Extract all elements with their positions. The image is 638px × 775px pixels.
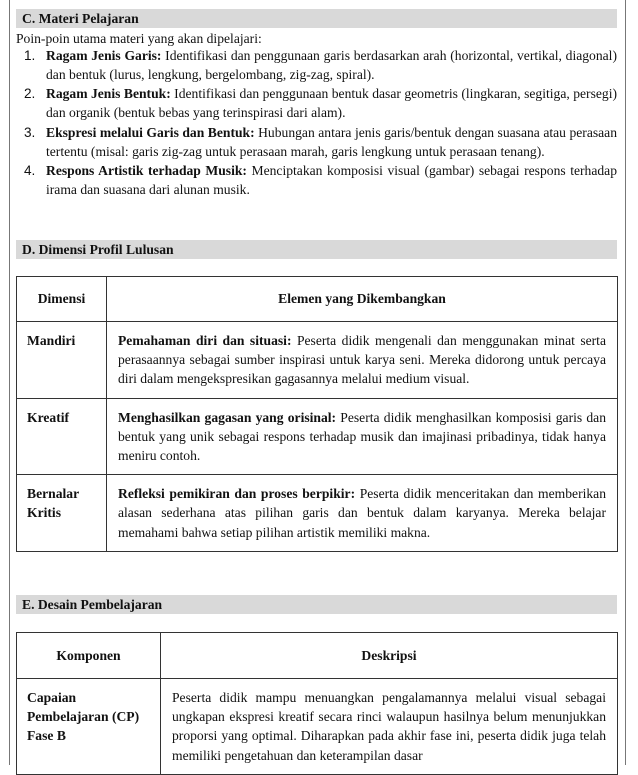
page-border-left: [9, 0, 10, 765]
elemen-cell: Refleksi pemikiran dan proses berpikir: Peserta didik menceritakan dan memberikan alasan sederhana atas pilihan garis dan bentuk dalam karyanya. Mereka belajar memahami bahwa setiap pilihan artistik memiliki makna.: [107, 475, 618, 552]
column-header-dimensi: Dimensi: [17, 277, 107, 322]
dimensi-cell: Bernalar Kritis: [17, 475, 107, 552]
column-header-elemen: Elemen yang Dikembangkan: [107, 277, 618, 322]
dimensi-table: [16, 276, 618, 552]
elemen-cell: Pemahaman diri dan situasi: Peserta didik mengenali dan menggunakan minat serta perasaannya sebagai sumber inspirasi untuk karya seni. Mereka didorong untuk percaya diri dalam mengekspresikan gagasannya melalui medium visual.: [107, 322, 618, 399]
komponen-cell: Capaian Pembelajaran (CP) Fase B: [17, 679, 161, 775]
dimensi-cell: Mandiri: [17, 322, 107, 399]
page-border-right: [625, 0, 626, 765]
desain-table: [16, 632, 618, 775]
section-c-intro: Poin-poin utama materi yang akan dipelajari:: [16, 31, 262, 46]
table-row: [17, 398, 618, 475]
section-e-header: E. Desain Pembelajaran: [16, 595, 617, 614]
table-row: [17, 475, 618, 552]
column-header-komponen: Komponen: [17, 633, 161, 679]
list-item: 1. Ragam Jenis Garis: Identifikasi dan penggunaan garis berdasarkan arah (horizontal, vertikal, diagonal) dan bentuk (lurus, lengkung, bergelombang, zig-zag, spiral).: [24, 48, 617, 82]
deskripsi-cell: Peserta didik mampu menuangkan pengalamannya melalui visual sebagai ungkapan ekspresi kreatif secara rinci walaupun hasilnya belum menunjukkan proporsi yang optimal. Diharapkan pada akhir fase ini, peserta didik juga telah memiliki pengetahuan dan keterampilan dasar: [161, 679, 618, 775]
elemen-cell: Menghasilkan gagasan yang orisinal: Peserta didik menghasilkan komposisi garis dan bentuk yang unik sebagai respons terhadap musik dan imajinasi pribadinya, tidak hanya meniru contoh.: [107, 398, 618, 475]
table-row: [17, 679, 618, 775]
table-header-row: [17, 277, 618, 322]
list-item: 3. Ekspresi melalui Garis dan Bentuk: Hubungan antara jenis garis/bentuk dengan suasana atau perasaan tertentu (misal: garis zig-zag untuk perasaan marah, garis lengkung untuk perasaan tenang).: [24, 124, 618, 159]
materi-list: [16, 47, 617, 201]
list-item: 4. Respons Artistik terhadap Musik: Menciptakan komposisi visual (gambar) sebagai respons terhadap irama dan suasana dari alunan musik.: [24, 163, 617, 197]
dimensi-cell: Kreatif: [17, 398, 107, 475]
table-row: [17, 322, 618, 399]
table-header-row: [17, 633, 618, 679]
list-item: 2. Ragam Jenis Bentuk: Identifikasi dan penggunaan bentuk dasar geometris (lingkaran, segitiga, persegi) dan organik (bentuk bebas yang terinspirasi dari alam).: [24, 86, 618, 121]
section-c-header: C. Materi Pelajaran: [16, 9, 617, 28]
column-header-deskripsi: Deskripsi: [161, 633, 618, 679]
section-d-header: D. Dimensi Profil Lulusan: [16, 240, 617, 259]
